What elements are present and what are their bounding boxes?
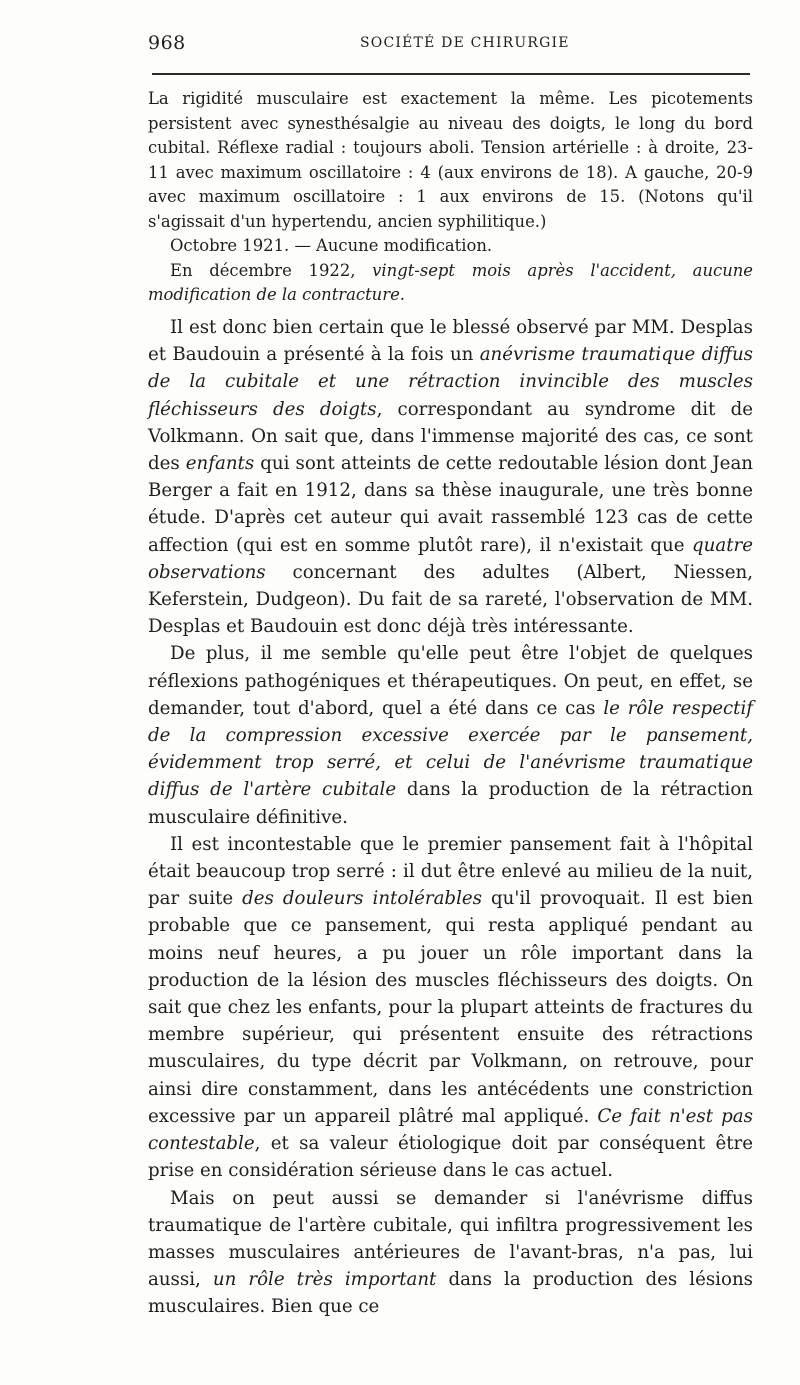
text-run: dans la production de la rétraction musculaire définitive. xyxy=(148,779,754,828)
commentary-text xyxy=(148,314,753,1321)
emphasis-run: des douleurs intolérables xyxy=(242,888,482,910)
continuation-paragraph: La rigidité musculaire est exactement la même. Les picotements persistent avec synesthésalgie au niveau des doigts, le long du bord cubital. Réflexe radial : toujours aboli. Tension artérielle : à droite, 23-11 avec maximum oscillatoire : 4 (aux environs de 18). A gauche, 20-9 avec maximum oscillatoire : 1 aux environs de 15. (Notons qu'il s'agissait d'un hypertendu, ancien syphilitique.) xyxy=(148,89,753,231)
text-run: dans la production des lésions musculaires. Bien que ce xyxy=(148,1269,753,1318)
observation-continuation xyxy=(148,87,753,308)
emphasis-run: Ce fait n'est pas contestable xyxy=(148,1105,753,1155)
emphasis-run: et xyxy=(299,371,356,393)
text-run: qui sont atteints de cette redoutable lésion dont Jean Berger a fait en 1912, dans sa thèse inaugurale, une très bonne étude. D'après cet auteur qui avait rassemblé 123 cas de cette affection (qui est en somme plutôt rare), il n'existait que xyxy=(148,453,753,556)
paragraph-3 xyxy=(148,831,753,1185)
running-head: SOCIÉTÉ DE CHIRURGIE xyxy=(360,35,570,51)
text-run: Il est incontestable que le premier pansement fait à l'hôpital était beaucoup trop serré : il dut être enlevé au milieu de la nuit, par suite xyxy=(148,833,753,910)
october-paragraph: Octobre 1921. — Aucune modification. xyxy=(170,236,493,255)
emphasis-run: une rétraction invincible des muscles fléchisseurs des doigts xyxy=(148,371,753,420)
emphasis-run: celui de l'anévrisme traumatique diffus de l'artère cubitale xyxy=(148,752,754,801)
text-run: De plus, il me semble qu'elle peut être l'objet de quelques réflexions pathogéniques et thérapeutiques. On peut, en effet, se demander, tout d'abord, quel a été dans ce cas xyxy=(148,643,753,719)
december-paragraph xyxy=(148,259,753,308)
december-text: En décembre 1922, xyxy=(170,260,373,280)
emphasis-run: enfants xyxy=(185,453,255,475)
december-emphasis: vingt-sept mois après l'accident, aucune modification de la contracture. xyxy=(148,260,754,304)
emphasis-run: le rôle respectif de la compression excessive exercée par le pansement, évidemment trop serré xyxy=(148,697,753,774)
text-run: Mais on peut aussi se demander si l'anévrisme diffus traumatique de l'artère cubitale, qui infiltra progressivement les masses musculaires antérieures de l'avant-bras, n'a pas, lui aussi, xyxy=(148,1187,753,1291)
page-header xyxy=(148,28,753,58)
emphasis-run: quatre observations xyxy=(148,534,753,583)
text-run: concernant des adultes (Albert, Niessen, Keferstein, Dudgeon). Du fait de sa rareté, l'observation de MM. Desplas et Baudouin est donc déjà très intéressante. xyxy=(148,561,753,638)
emphasis-run: anévrisme traumatique diffus de la cubitale xyxy=(148,344,753,393)
emphasis-run: , et xyxy=(375,752,426,774)
header-rule xyxy=(152,73,750,75)
text-run: Il est donc bien certain que le blessé observé par MM. Desplas et Baudouin a présenté à la fois un xyxy=(148,317,753,366)
text-run: , et sa valeur étiologique doit par conséquent être prise en considération sérieuse dans le cas actuel. xyxy=(148,1133,753,1182)
emphasis-run: un rôle très important xyxy=(212,1269,437,1291)
page-number: 968 xyxy=(148,32,186,54)
paragraph-4 xyxy=(148,1185,753,1321)
text-run: qu'il provoquait. Il est bien probable que ce pansement, qui resta appliqué pendant au moins neuf heures, a pu jouer un rôle important dans la production de la lésion des muscles fléchisseurs des doigts. On sait que chez les enfants, pour la plupart atteints de fractures du membre supérieur, qui présentent ensuite des rétractions musculaires, du type décrit par Volkmann, on retrouve, pour ainsi dire constamment, dans les antécédents une constriction excessive par un appareil plâtré mal appliqué. xyxy=(148,888,753,1127)
paragraph-1 xyxy=(148,314,753,640)
paragraph-2 xyxy=(148,640,753,830)
text-run: , correspondant au syndrome dit de Volkmann. On sait que, dans l'immense majorité des cas, ce sont des xyxy=(148,398,753,475)
